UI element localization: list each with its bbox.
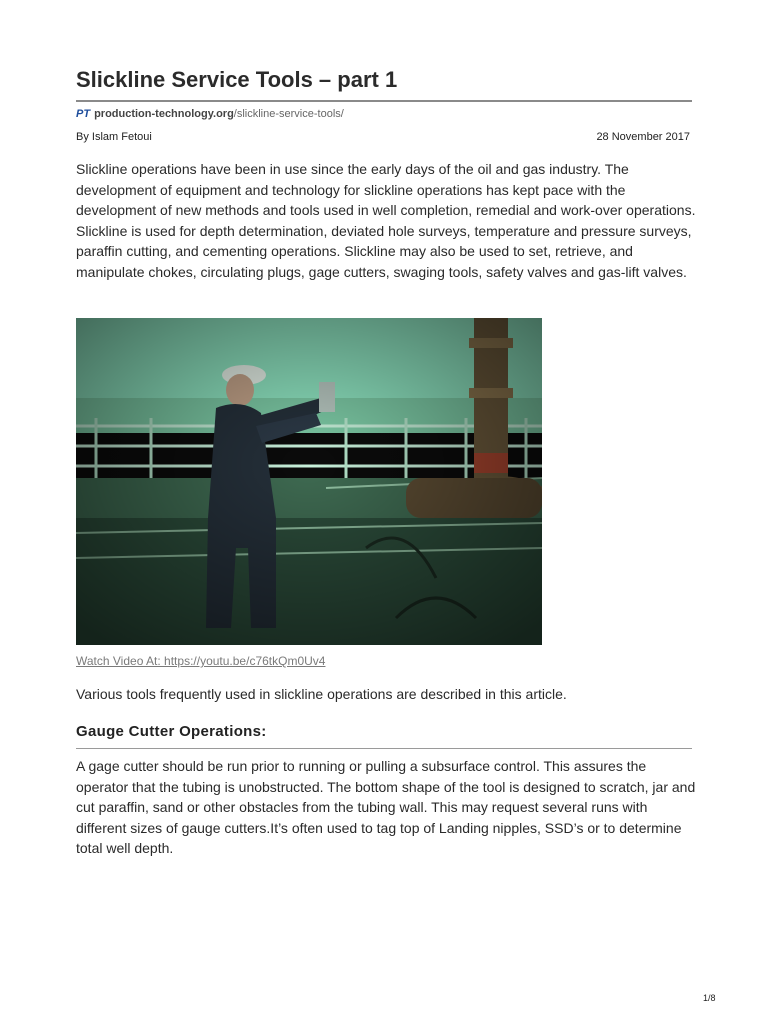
title-divider xyxy=(76,100,692,102)
page-title: Slickline Service Tools – part 1 xyxy=(76,67,398,92)
video-link[interactable]: Watch Video At: https://youtu.be/c76tkQm0Uv4 xyxy=(76,654,326,668)
article-meta xyxy=(76,131,692,143)
source-domain: production-technology.org xyxy=(94,108,234,120)
author: By Islam Fetoui xyxy=(76,131,152,143)
section-heading: Gauge Cutter Operations: xyxy=(76,723,267,740)
video-frame-illustration xyxy=(76,318,542,645)
section-divider xyxy=(76,748,692,749)
video-thumbnail[interactable] xyxy=(76,318,542,645)
source-link[interactable] xyxy=(94,108,344,120)
page-number: 1/8 xyxy=(703,993,716,1003)
gauge-cutter-paragraph: A gage cutter should be run prior to running or pulling a subsurface control. This assures the operator that the tubing is unobstructed. The bottom shape of the tool is designed to scratch, jar and cut paraffin, sand or other obstacles from the tubing wall. This may request several runs with different sizes of gauge cutters.It’s often used to tag top of Landing nipples, SSD’s or to determine total well depth. xyxy=(76,758,696,856)
intro-paragraph: Slickline operations have been in use since the early days of the oil and gas industry. The development of equipment and technology for slickline operations has kept pace with the development of new methods and tools used in well completion, remedial and work-over operations. Slickline is used for depth determination, deviated hole surveys, temperature and pressure surveys, paraffin cutting, and cementing operations. Slickline may also be used to set, retrieve, and manipulate chokes, circulating plugs, gage cutters, swaging tools, safety valves and gas-lift valves. xyxy=(76,161,696,280)
site-logo: PT xyxy=(76,108,91,120)
source-line xyxy=(76,108,344,120)
publish-date: 28 November 2017 xyxy=(596,131,690,143)
tools-intro-paragraph: Various tools frequently used in slickline operations are described in this article. xyxy=(76,686,567,702)
source-path: /slickline-service-tools/ xyxy=(233,108,344,120)
